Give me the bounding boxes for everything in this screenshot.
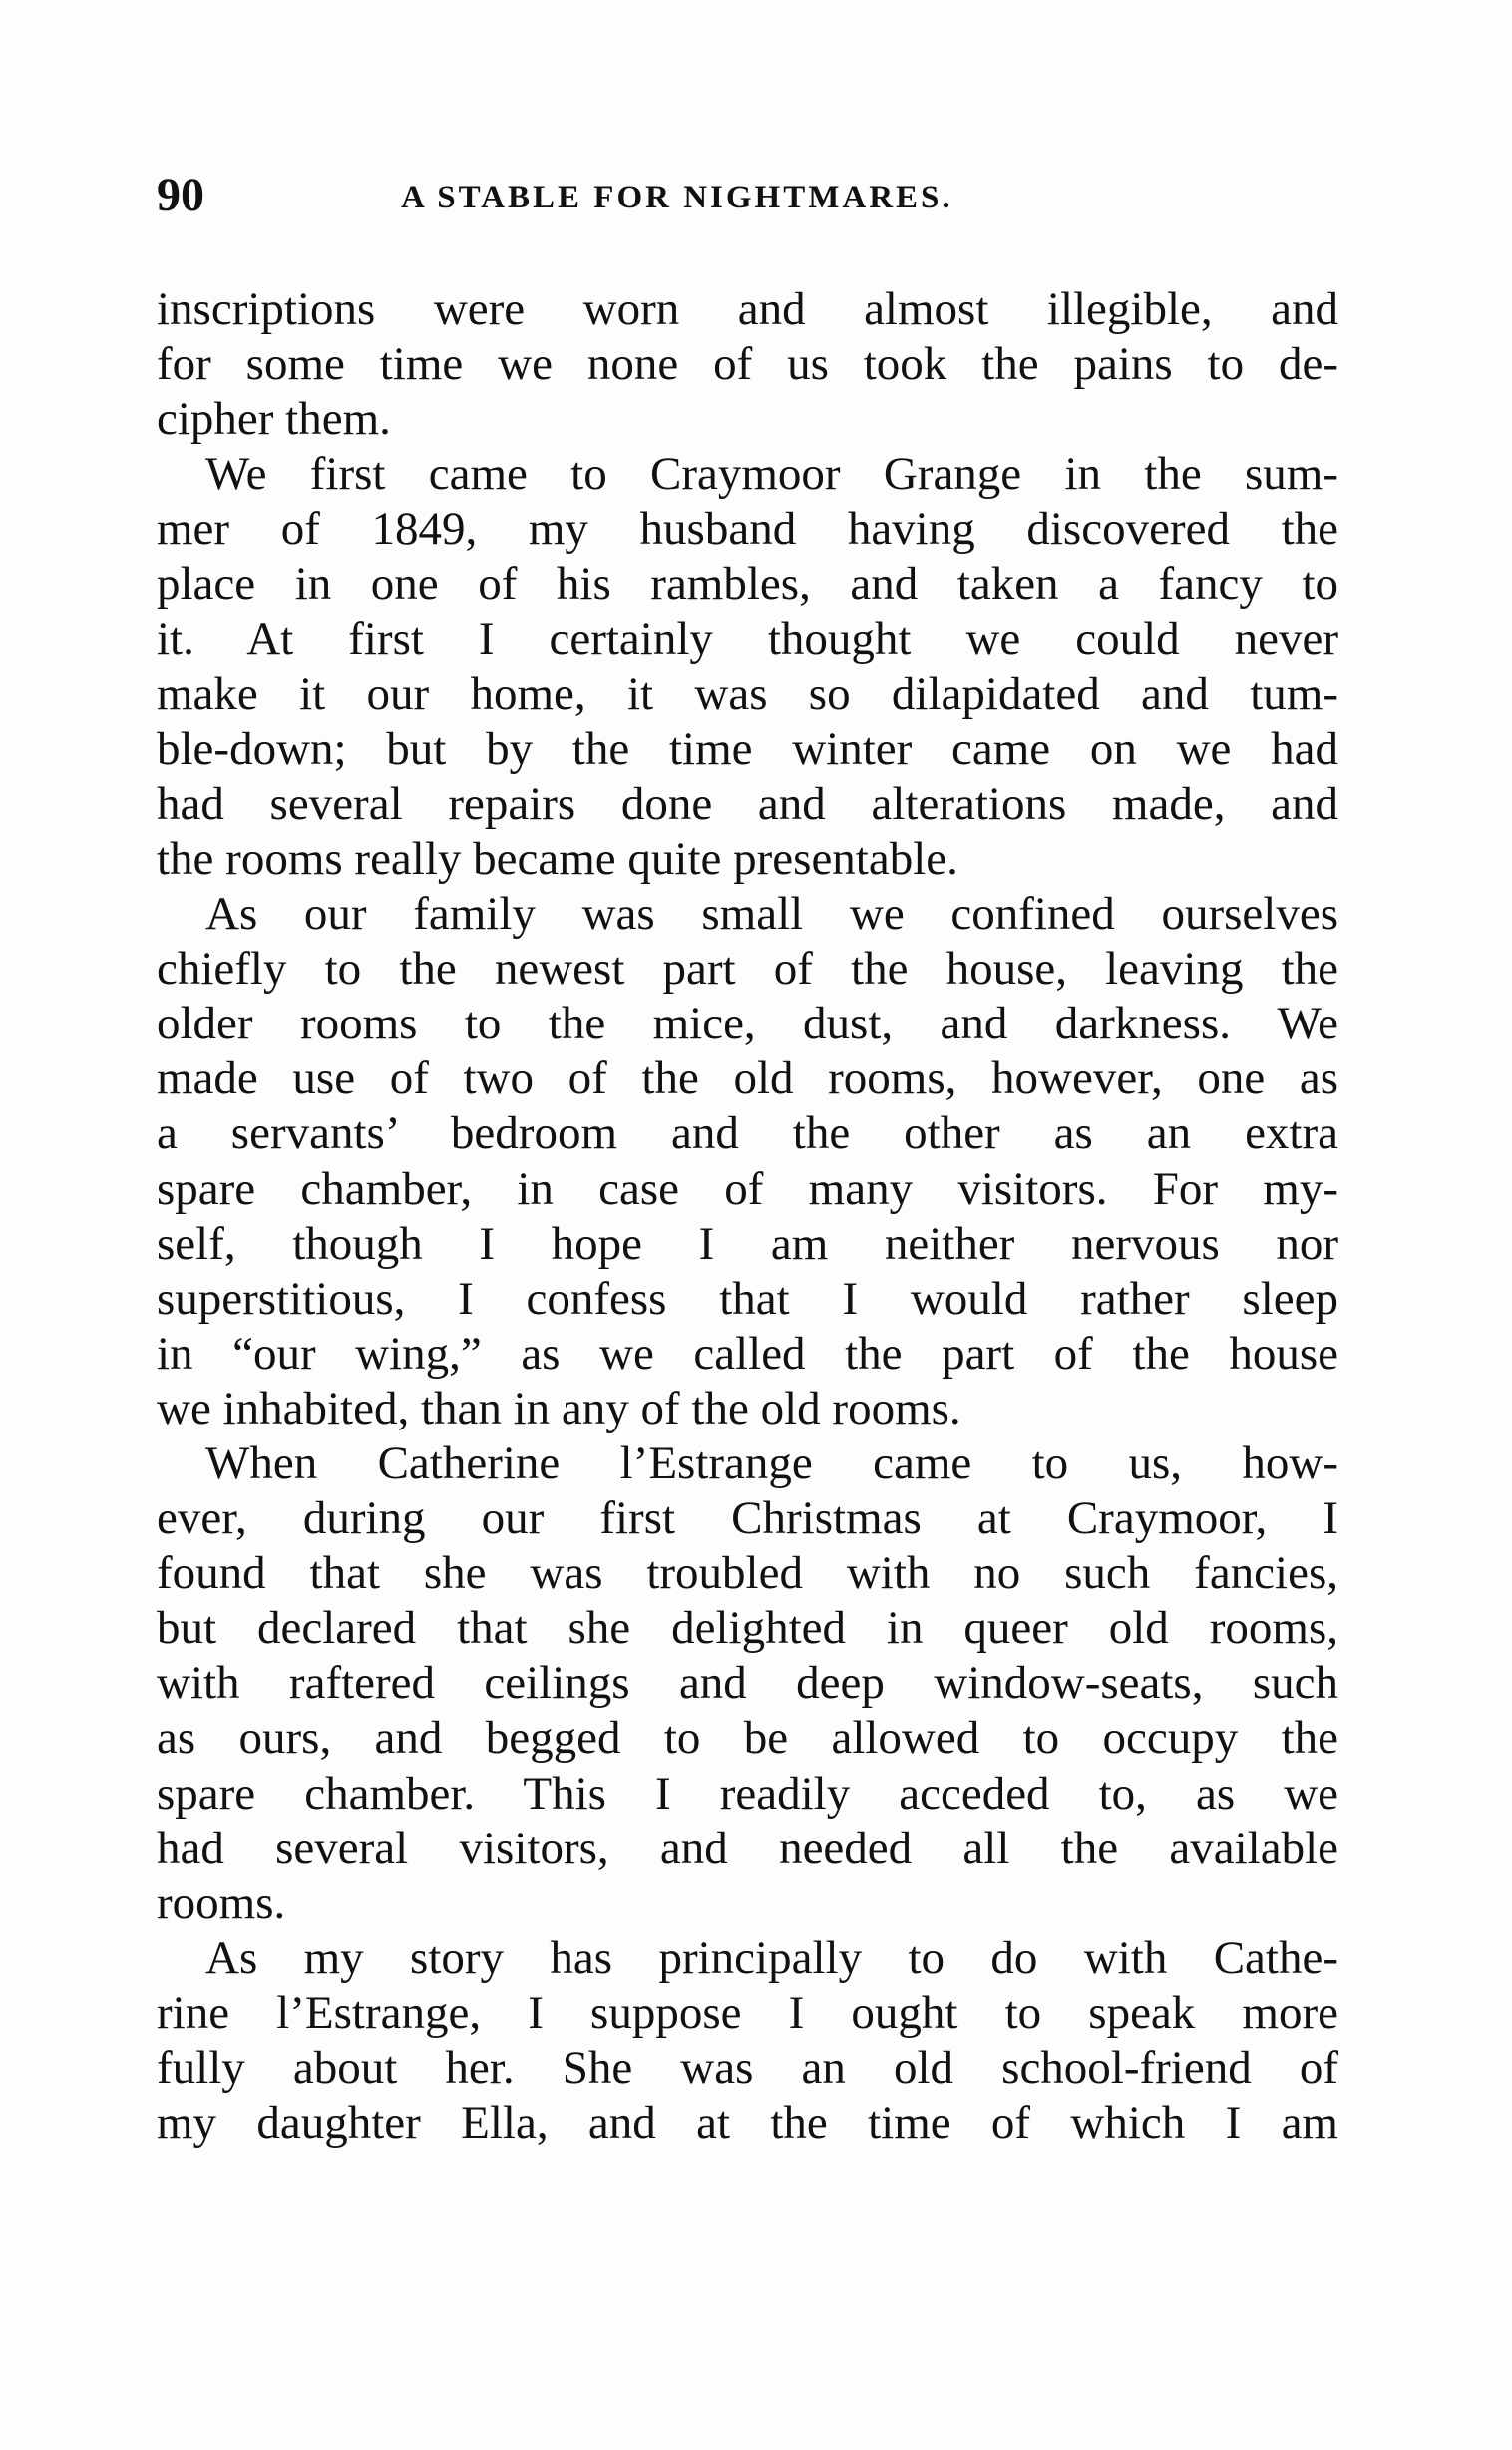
text-line: place in one of his rambles, and taken a fancy to <box>157 558 1338 611</box>
text-line: spare chamber. This I readily acceded to, as we <box>157 1767 1338 1820</box>
text-line: As my story has principally to do with Cathe- <box>205 1931 1338 1984</box>
text-line: we inhabited, than in any of the old rooms. <box>157 1382 961 1434</box>
text-line: older rooms to the mice, dust, and darkness. We <box>157 998 1338 1050</box>
text-line: the rooms really became quite presentable. <box>157 832 958 885</box>
text-line: found that she was troubled with no such fancies, <box>157 1547 1338 1600</box>
text-line: my daughter Ella, and at the time of which I am <box>157 2097 1338 2150</box>
text-line: had several visitors, and needed all the available <box>157 1822 1338 1874</box>
text-line: ever, during our first Christmas at Craymoor, I <box>157 1492 1338 1545</box>
text-line: for some time we none of us took the pains to de- <box>157 338 1338 391</box>
text-line: When Catherine l’Estrange came to us, how- <box>205 1436 1338 1489</box>
text-line: spare chamber, in case of many visitors. For my- <box>157 1162 1338 1215</box>
text-line: superstitious, I confess that I would rather sleep <box>157 1272 1338 1325</box>
text-line: fully about her. She was an old school-friend of <box>157 2042 1338 2094</box>
text-line: inscriptions were worn and almost illegible, and <box>157 283 1338 335</box>
text-line: as ours, and begged to be allowed to occupy the <box>157 1712 1338 1765</box>
text-line: make it our home, it was so dilapidated and tum- <box>157 667 1338 720</box>
text-line: rine l’Estrange, I suppose I ought to speak more <box>157 1986 1338 2039</box>
text-line: chiefly to the newest part of the house, leaving the <box>157 943 1338 996</box>
text-line: with raftered ceilings and deep window-seats, such <box>157 1657 1338 1710</box>
text-line: had several repairs done and alterations made, and <box>157 777 1338 830</box>
text-line: mer of 1849, my husband having discovered the <box>157 503 1338 556</box>
text-line: cipher them. <box>157 393 391 446</box>
text-line: a servants’ bedroom and the other as an extra <box>157 1107 1338 1160</box>
page-number: 90 <box>157 169 204 221</box>
text-line: but declared that she delighted in queer old rooms, <box>157 1602 1338 1655</box>
text-line: it. At first I certainly thought we could never <box>157 612 1338 665</box>
running-title: A STABLE FOR NIGHTMARES. <box>401 180 953 215</box>
text-line: We first came to Craymoor Grange in the sum- <box>205 448 1338 501</box>
page-header <box>157 168 1338 227</box>
text-line: rooms. <box>157 1876 286 1929</box>
text-line: made use of two of the old rooms, however, one as <box>157 1052 1338 1105</box>
text-line: self, though I hope I am neither nervous nor <box>157 1217 1338 1270</box>
text-line: ble-down; but by the time winter came on we had <box>157 722 1338 775</box>
body-text <box>157 282 1338 2151</box>
text-line: As our family was small we confined ourselves <box>205 888 1338 941</box>
text-line: in “our wing,” as we called the part of the house <box>157 1327 1338 1380</box>
